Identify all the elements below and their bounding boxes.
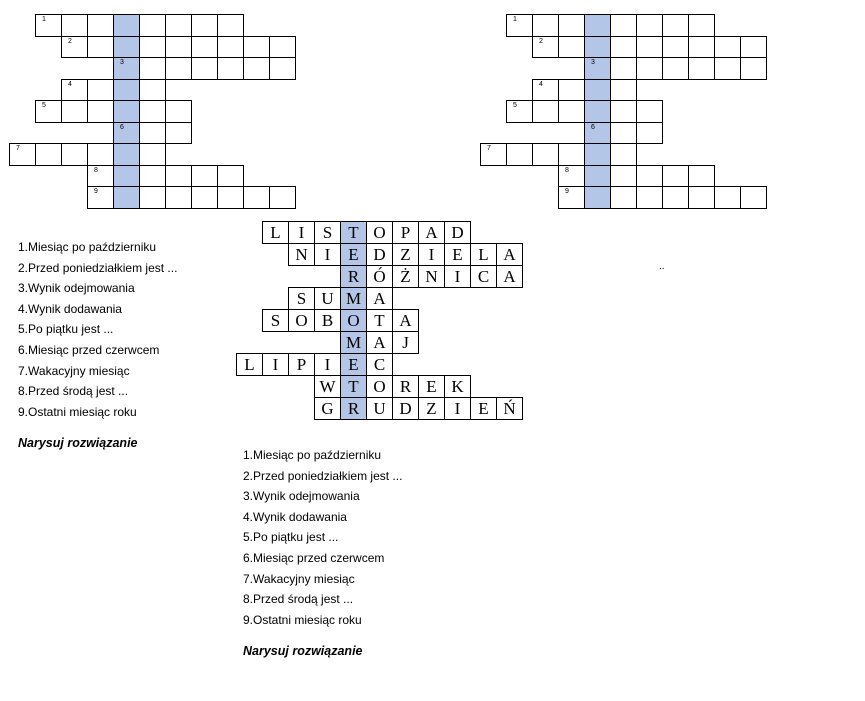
letter-cell: Ń	[496, 397, 523, 420]
crossword-cell	[506, 100, 533, 123]
letter-cell: I	[418, 243, 445, 266]
letter-cell: T	[366, 309, 393, 332]
crossword-cell	[610, 36, 637, 59]
crossword-cell	[217, 165, 244, 188]
crossword-cell	[113, 36, 140, 59]
crossword-cell	[61, 14, 88, 37]
clue-number: 8	[565, 166, 569, 174]
letter-cell: Ó	[366, 265, 393, 288]
clue-number: 9	[565, 188, 569, 195]
crossword-cell	[191, 14, 218, 37]
crossword-cell	[688, 14, 715, 37]
crossword-cell	[191, 57, 218, 80]
crossword-cell	[139, 14, 166, 37]
letter-cell: L	[470, 243, 497, 266]
crossword-cell	[269, 57, 296, 80]
crossword-cell	[636, 165, 663, 188]
clue-1: 1.Miesiąc po październiku	[243, 448, 382, 462]
letter-cell: U	[366, 397, 393, 420]
crossword-cell	[217, 186, 244, 209]
crossword-cell	[662, 36, 689, 59]
clue-number: 7	[16, 145, 20, 152]
crossword-cell	[584, 36, 611, 59]
letter-cell: U	[314, 287, 341, 310]
clue-list-bottom	[243, 445, 402, 658]
letter-cell: D	[392, 397, 419, 420]
crossword-cell	[87, 100, 114, 123]
crossword-cell	[139, 36, 166, 59]
crossword-cell	[165, 122, 192, 145]
letter-cell: O	[288, 309, 315, 332]
crossword-cell	[740, 186, 767, 209]
clue-number: 4	[68, 80, 72, 88]
clue-2: 2.Przed poniedziałkiem jest ...	[243, 468, 403, 483]
clue-9: 9.Ostatni miesiąc roku	[18, 404, 137, 419]
clue-number: 7	[487, 145, 491, 152]
crossword-cell	[584, 165, 611, 188]
letter-cell: R	[340, 265, 367, 288]
letter-cell: E	[418, 375, 445, 398]
crossword-cell	[636, 36, 663, 59]
clue-number: 2	[68, 37, 72, 45]
letter-cell: C	[470, 265, 497, 288]
crossword-cell	[532, 143, 559, 166]
letter-cell: J	[392, 331, 419, 354]
crossword-cell	[87, 79, 114, 102]
crossword-cell	[165, 36, 192, 59]
crossword-cell	[35, 14, 62, 37]
crossword-cell	[480, 143, 507, 166]
crossword-cell	[584, 100, 611, 123]
crossword-cell	[558, 79, 585, 102]
crossword-cell	[61, 143, 88, 166]
letter-cell: Z	[418, 397, 445, 420]
stray-dots: ..	[659, 261, 665, 272]
crossword-cell	[636, 57, 663, 80]
clue-number: 1	[513, 16, 517, 23]
crossword-cell	[113, 165, 140, 188]
clue-number: 4	[539, 80, 543, 88]
crossword-cell	[584, 14, 611, 37]
crossword-cell	[532, 14, 559, 37]
clue-number: 3	[120, 59, 124, 66]
instruction-bottom: Narysuj rozwiązanie	[243, 644, 363, 659]
crossword-cell	[217, 57, 244, 80]
crossword-cell	[558, 100, 585, 123]
crossword-cell	[688, 186, 715, 209]
letter-cell: T	[340, 375, 367, 398]
crossword-cell	[584, 79, 611, 102]
letter-cell: A	[392, 309, 419, 332]
crossword-cell	[584, 143, 611, 166]
crossword-cell	[61, 100, 88, 123]
crossword-cell	[636, 122, 663, 145]
crossword-cell	[610, 186, 637, 209]
crossword-cell	[740, 36, 767, 59]
crossword-cell	[662, 165, 689, 188]
letter-cell: K	[444, 375, 471, 398]
crossword-cell	[610, 122, 637, 145]
letter-cell: S	[288, 287, 315, 310]
letter-cell: I	[314, 353, 341, 376]
crossword-cell	[165, 57, 192, 80]
clue-7: 7.Wakacyjny miesiąc	[18, 363, 130, 378]
crossword-cell	[558, 36, 585, 59]
crossword-cell	[113, 79, 140, 102]
clue-9: 9.Ostatni miesiąc roku	[243, 612, 362, 627]
letter-cell: G	[314, 397, 341, 420]
instruction-left: Narysuj rozwiązanie	[18, 436, 138, 451]
letter-cell: C	[366, 353, 393, 376]
crossword-cell	[113, 100, 140, 123]
crossword-cell	[191, 165, 218, 188]
letter-cell: E	[470, 397, 497, 420]
crossword-cell	[139, 79, 166, 102]
clue-8: 8.Przed środą jest ...	[18, 384, 129, 399]
letter-cell: W	[314, 375, 341, 398]
crossword-cell	[191, 186, 218, 209]
crossword-cell	[9, 143, 36, 166]
crossword-cell	[636, 186, 663, 209]
crossword-cell	[191, 36, 218, 59]
crossword-cell	[688, 36, 715, 59]
crossword-cell	[113, 122, 140, 145]
letter-cell: O	[366, 221, 393, 244]
crossword-cell	[35, 100, 62, 123]
letter-cell: D	[366, 243, 393, 266]
crossword-cell	[584, 186, 611, 209]
clue-number: 6	[591, 123, 595, 131]
letter-cell: E	[444, 243, 471, 266]
clue-list-left	[18, 237, 177, 450]
crossword-cell	[113, 186, 140, 209]
letter-cell: I	[314, 243, 341, 266]
crossword-cell	[610, 79, 637, 102]
letter-cell: Z	[392, 243, 419, 266]
letter-cell: R	[340, 397, 367, 420]
letter-cell: E	[340, 243, 367, 266]
crossword-cell	[87, 165, 114, 188]
letter-cell: E	[340, 353, 367, 376]
letter-cell: N	[288, 243, 315, 266]
crossword-cell	[662, 57, 689, 80]
letter-cell: P	[392, 221, 419, 244]
crossword-cell	[61, 36, 88, 59]
crossword-cell	[506, 143, 533, 166]
clue-7: 7.Wakacyjny miesiąc	[243, 571, 355, 586]
crossword-cell	[740, 57, 767, 80]
crossword-cell	[139, 122, 166, 145]
clue-3: 3.Wynik odejmowania	[243, 489, 360, 504]
clue-4: 4.Wynik dodawania	[18, 301, 122, 316]
crossword-cell	[139, 186, 166, 209]
letter-cell: M	[340, 287, 367, 310]
crossword-cell	[217, 36, 244, 59]
crossword-cell	[636, 100, 663, 123]
clue-3: 3.Wynik odejmowania	[18, 281, 135, 296]
crossword-cell	[532, 79, 559, 102]
letter-cell: R	[392, 375, 419, 398]
letter-cell: S	[314, 221, 341, 244]
crossword-cell	[610, 57, 637, 80]
clue-number: 8	[94, 166, 98, 174]
letter-cell: Ż	[392, 265, 419, 288]
crossword-cell	[139, 165, 166, 188]
clue-number: 1	[42, 16, 46, 23]
crossword-cell	[532, 100, 559, 123]
letter-cell: I	[444, 397, 471, 420]
crossword-cell	[662, 14, 689, 37]
letter-cell: L	[236, 353, 263, 376]
clue-number: 3	[591, 59, 595, 66]
letter-cell: A	[418, 221, 445, 244]
crossword-cell	[714, 57, 741, 80]
crossword-cell	[610, 143, 637, 166]
crossword-cell	[139, 100, 166, 123]
clue-number: 9	[94, 188, 98, 195]
crossword-cell	[688, 165, 715, 188]
crossword-cell	[714, 36, 741, 59]
crossword-cell	[584, 122, 611, 145]
crossword-cell	[61, 79, 88, 102]
clue-5: 5.Po piątku jest ...	[18, 322, 114, 337]
letter-cell: L	[262, 221, 289, 244]
crossword-cell	[532, 36, 559, 59]
crossword-cell	[139, 57, 166, 80]
crossword-cell	[610, 165, 637, 188]
crossword-cell	[165, 14, 192, 37]
crossword-cell	[558, 186, 585, 209]
clue-2: 2.Przed poniedziałkiem jest ...	[18, 260, 178, 275]
crossword-cell	[139, 143, 166, 166]
crossword-cell	[610, 100, 637, 123]
clue-4: 4.Wynik dodawania	[243, 509, 347, 524]
crossword-cell	[714, 186, 741, 209]
letter-cell: P	[288, 353, 315, 376]
crossword-cell	[113, 14, 140, 37]
crossword-cell	[636, 14, 663, 37]
crossword-cell	[165, 100, 192, 123]
crossword-cell	[269, 36, 296, 59]
crossword-cell	[35, 143, 62, 166]
letter-cell: D	[444, 221, 471, 244]
crossword-cell	[558, 165, 585, 188]
letter-cell: N	[418, 265, 445, 288]
clue-6: 6.Miesiąc przed czerwcem	[18, 342, 160, 357]
letter-cell: A	[496, 265, 523, 288]
crossword-cell	[87, 143, 114, 166]
crossword-cell	[558, 143, 585, 166]
crossword-cell	[243, 186, 270, 209]
crossword-cell	[688, 57, 715, 80]
letter-cell: O	[340, 309, 367, 332]
clue-1: 1.Miesiąc po październiku	[18, 240, 157, 254]
clue-8: 8.Przed środą jest ...	[243, 592, 354, 607]
crossword-cell	[243, 57, 270, 80]
letter-cell: B	[314, 309, 341, 332]
crossword-cell	[584, 57, 611, 80]
crossword-cell	[610, 14, 637, 37]
letter-cell: A	[366, 331, 393, 354]
letter-cell: I	[262, 353, 289, 376]
letter-cell: O	[366, 375, 393, 398]
crossword-cell	[87, 186, 114, 209]
crossword-cell	[269, 186, 296, 209]
clue-6: 6.Miesiąc przed czerwcem	[243, 550, 385, 565]
letter-cell: I	[288, 221, 315, 244]
clue-5: 5.Po piątku jest ...	[243, 530, 339, 545]
letter-cell: S	[262, 309, 289, 332]
crossword-cell	[113, 57, 140, 80]
crossword-cell	[165, 165, 192, 188]
crossword-cell	[217, 14, 244, 37]
clue-number: 2	[539, 37, 543, 45]
clue-number: 5	[513, 102, 517, 109]
crossword-cell	[506, 14, 533, 37]
crossword-cell	[165, 186, 192, 209]
letter-cell: A	[496, 243, 523, 266]
letter-cell: M	[340, 331, 367, 354]
clue-number: 6	[120, 123, 124, 131]
crossword-cell	[87, 36, 114, 59]
crossword-cell	[87, 14, 114, 37]
letter-cell: I	[444, 265, 471, 288]
crossword-cell	[558, 14, 585, 37]
letter-cell: T	[340, 221, 367, 244]
crossword-cell	[113, 143, 140, 166]
clue-number: 5	[42, 102, 46, 109]
crossword-cell	[243, 36, 270, 59]
crossword-cell	[662, 186, 689, 209]
letter-cell: A	[366, 287, 393, 310]
